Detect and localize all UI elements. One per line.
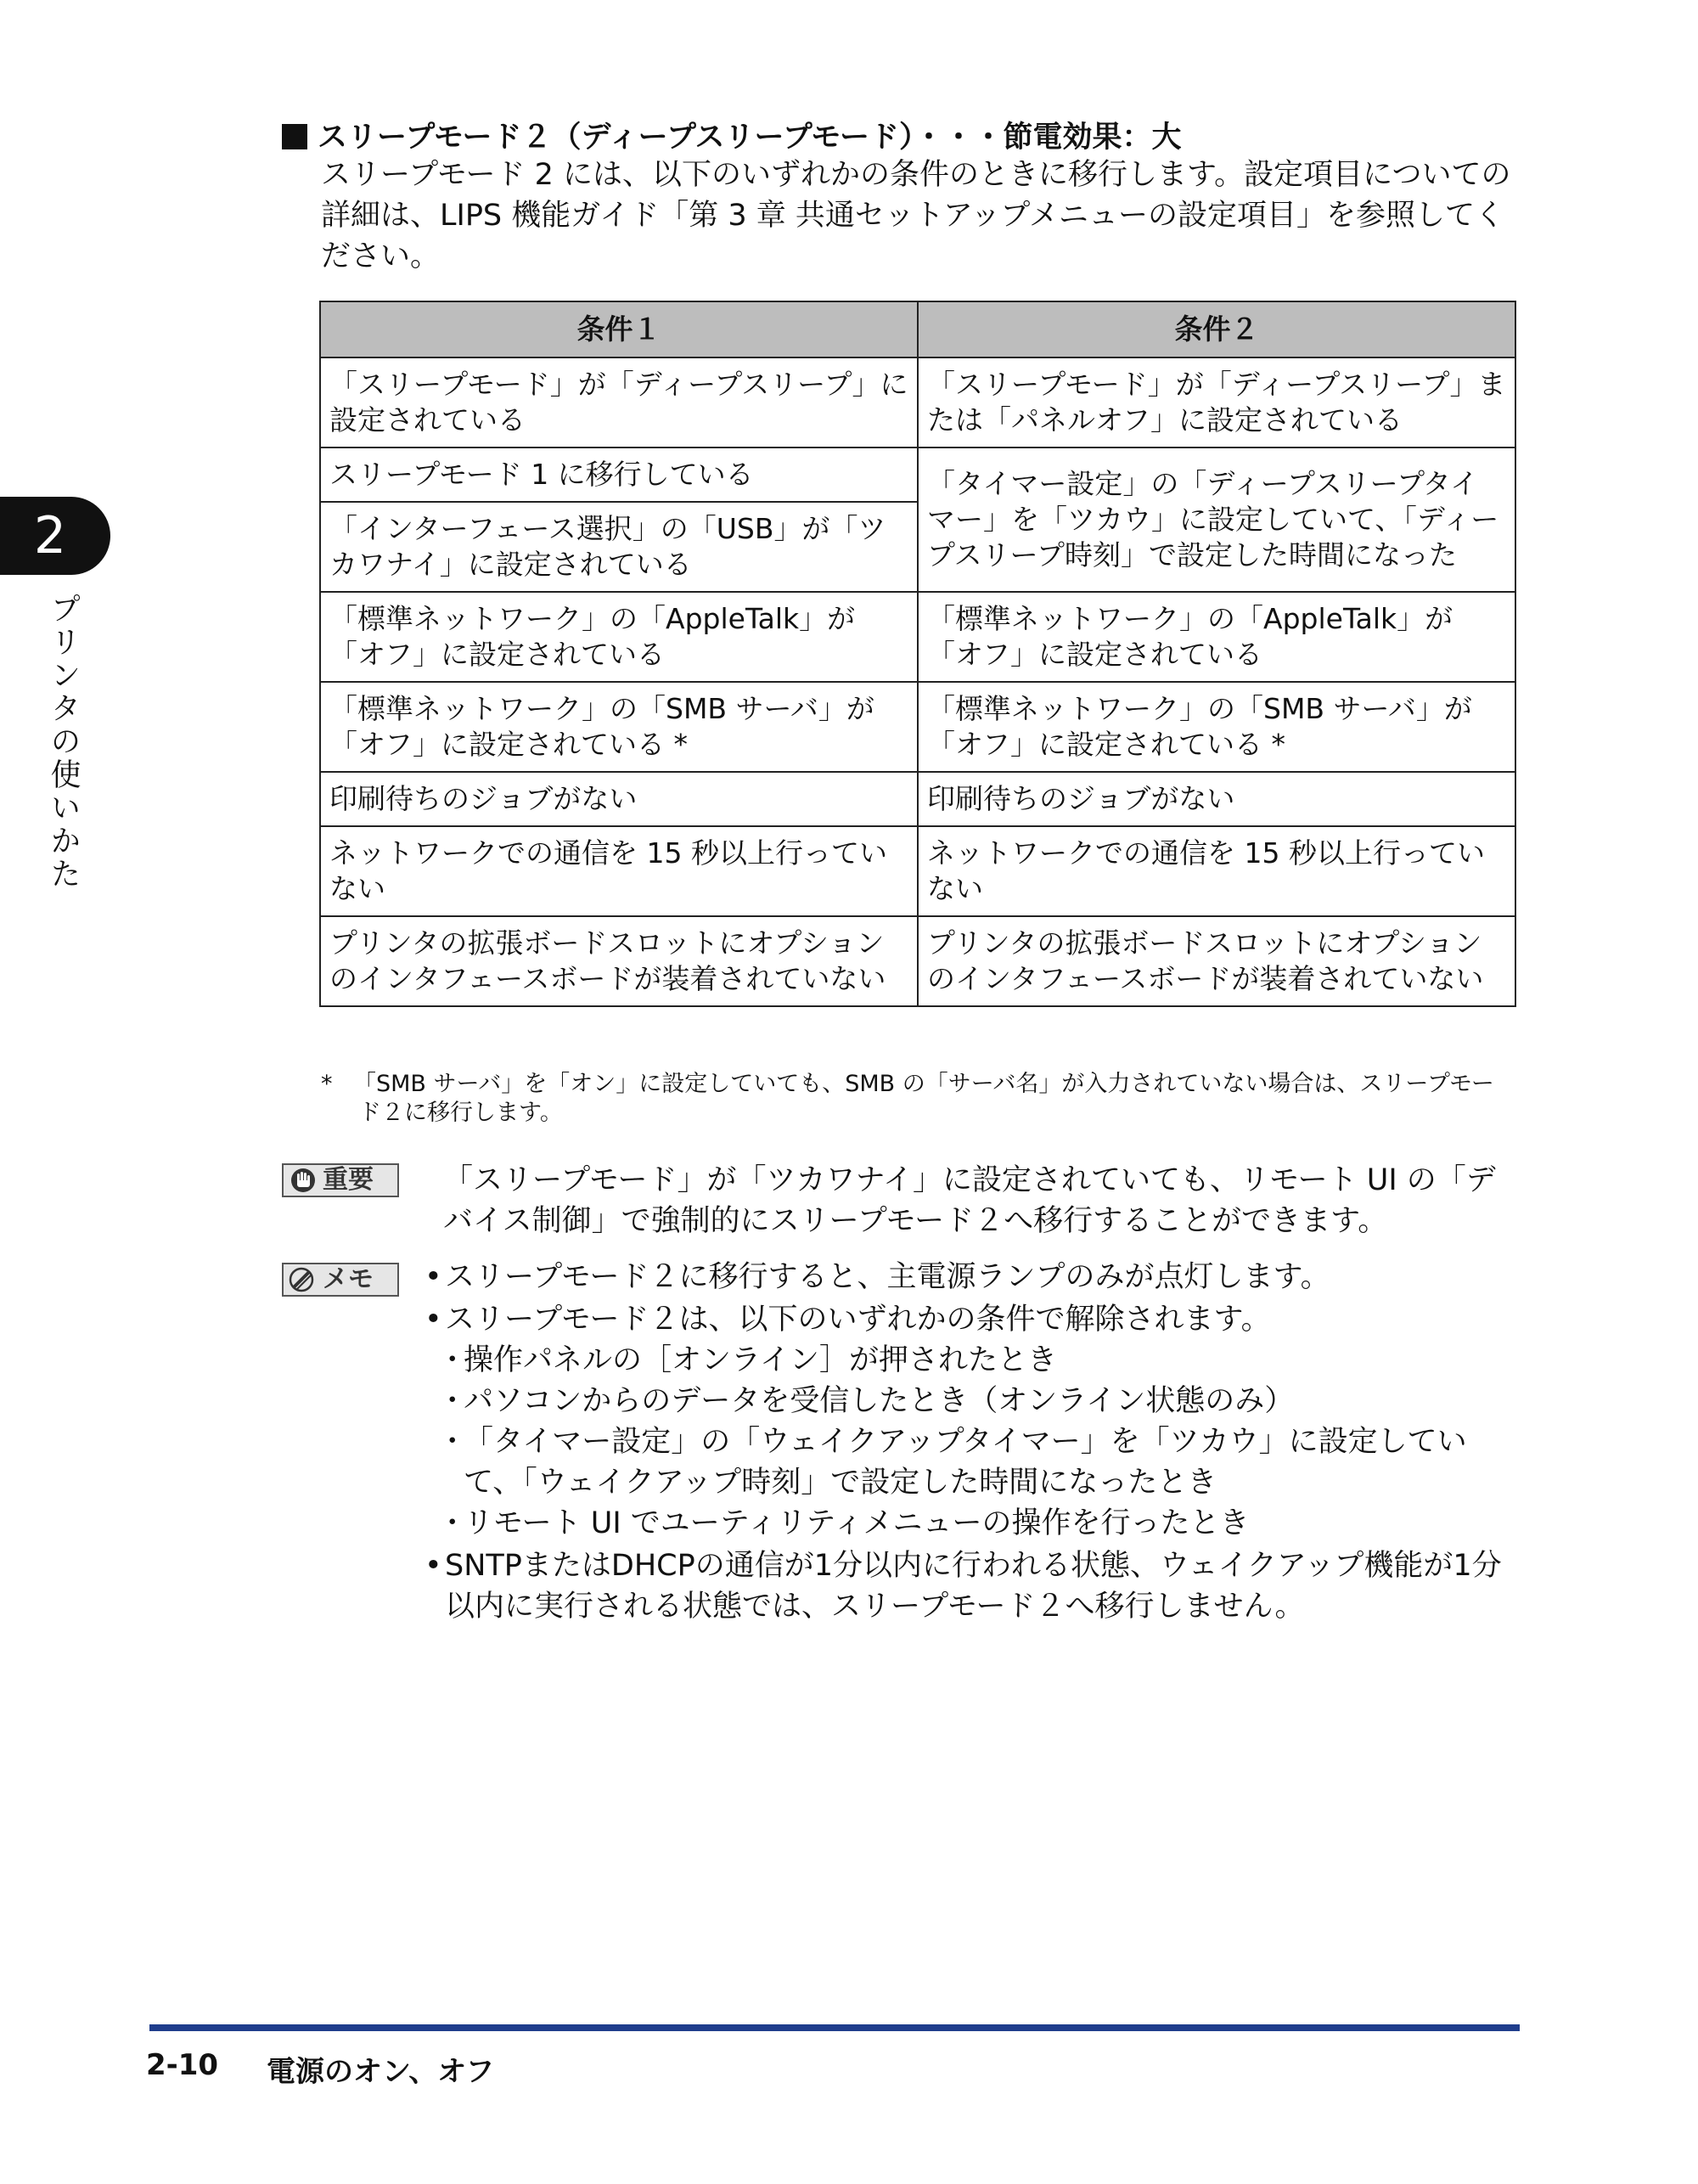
table-cell: 印刷待ちのジョブがない (918, 772, 1515, 826)
table-row (320, 916, 1515, 1006)
memo-sub-item: ･ 操作パネルの［オンライン］が押されたとき (445, 1340, 1520, 1381)
table-cell: プリンタの拡張ボードスロットにオプションのインタフェースボードが装着されていない (320, 916, 918, 1006)
table-row (320, 682, 1515, 772)
important-text: 「スリープモード」が「ツカワナイ」に設定されていても、リモート UI の「デバイス制御」で強制的にスリープモード２へ移行することができます。 (443, 1163, 1496, 1238)
table-cell: スリープモード 1 に移行している (320, 447, 918, 502)
table-cell: 「インターフェース選択」の「USB」が「ツカワナイ」に設定されている (320, 502, 918, 592)
chapter-title: プリンタの使いかた (46, 593, 81, 891)
memo-item (424, 1545, 1520, 1627)
section-heading (282, 117, 1530, 158)
table-cell: 印刷待ちのジョブがない (320, 772, 918, 826)
pencil-icon (289, 1267, 318, 1292)
chapter-tab (0, 497, 110, 575)
table-row (320, 592, 1515, 682)
footnote-line-1: 「SMB サーバ」を「オン」に設定していても、SMB の「サーバ名」が入力されていない場合は、スリープモー (353, 1071, 1494, 1097)
memo-sublist (445, 1340, 1520, 1544)
footnote-line-2: ド２に移行します。 (358, 1100, 563, 1126)
page-number: 2-10 (146, 2048, 219, 2082)
memo-sub-item: ･ 「タイマー設定」の「ウェイクアップタイマー」を「ツカウ」に設定していて、「ウェイクアップ時刻」で設定した時間になったとき (445, 1421, 1520, 1503)
footer-section-title: 電源のオン、オフ (267, 2055, 495, 2089)
table-cell: 「スリープモード」が「ディープスリープ」または「パネルオフ」に設定されている (918, 357, 1515, 447)
important-label-text: 重要 (323, 1165, 374, 1195)
memo-sub-item: ･ パソコンからのデータを受信したとき（オンライン状態のみ） (445, 1381, 1520, 1421)
table-row (320, 447, 1515, 502)
table-cell: 「スリープモード」が「ディープスリープ」に設定されている (320, 357, 918, 447)
memo-item (424, 1299, 1520, 1544)
important-label (282, 1163, 399, 1197)
table-cell: 「標準ネットワーク」の「AppleTalk」が「オフ」に設定されている (918, 592, 1515, 682)
square-bullet-icon (282, 124, 307, 149)
memo-sub-item: ･ リモート UI でユーティリティメニューの操作を行ったとき (445, 1503, 1520, 1544)
memo-label-text: メモ (323, 1264, 374, 1294)
memo-item-text: スリープモード２は、以下のいずれかの条件で解除されます。 (445, 1303, 1271, 1337)
table-cell: 「標準ネットワーク」の「SMB サーバ」が「オフ」に設定されている * (918, 682, 1515, 772)
memo-item-text: スリープモード２に移行すると、主電源ランプのみが点灯します。 (445, 1260, 1330, 1294)
memo-item-text: SNTPまたはDHCPの通信が1分以内に行われる状態、ウェイクアップ機能が1分以内に実行される状態では、スリープモード２へ移行しません。 (445, 1549, 1502, 1624)
footnote-mark: * (321, 1071, 333, 1097)
memo-item (424, 1257, 1520, 1297)
section-intro: スリープモード 2 には、以下のいずれかの条件のときに移行します。設定項目についての詳細は、LIPS 機能ガイド「第 3 章 共通セットアップメニューの設定項目」を参照してください。 (321, 158, 1511, 273)
conditions-table (319, 301, 1516, 1007)
table-cell: プリンタの拡張ボードスロットにオプションのインタフェースボードが装着されていない (918, 916, 1515, 1006)
table-cell: 「タイマー設定」の「ディープスリープタイマー」を「ツカウ」に設定していて、「ディープスリープ時刻」で設定した時間になった (918, 447, 1515, 592)
table-row (320, 357, 1515, 447)
memo-label (282, 1263, 399, 1297)
table-cell: ネットワークでの通信を 15 秒以上行っていない (918, 826, 1515, 916)
memo-list (424, 1257, 1520, 1629)
table-cell: 「標準ネットワーク」の「SMB サーバ」が「オフ」に設定されている * (320, 682, 918, 772)
hand-stop-icon (289, 1168, 318, 1193)
table-header-cell: 条件２ (918, 301, 1515, 357)
chapter-number: 2 (33, 506, 67, 566)
section-heading-text: スリープモード２（ディープスリープモード）・・・節電効果：大 (318, 121, 1182, 155)
table-row (320, 826, 1515, 916)
footnote (321, 1070, 1527, 1128)
table-row (320, 772, 1515, 826)
table-cell: ネットワークでの通信を 15 秒以上行っていない (320, 826, 918, 916)
table-cell: 「標準ネットワーク」の「AppleTalk」が「オフ」に設定されている (320, 592, 918, 682)
footer-rule (149, 2024, 1520, 2031)
table-header-cell: 条件１ (320, 301, 918, 357)
table-header-row (320, 301, 1515, 357)
